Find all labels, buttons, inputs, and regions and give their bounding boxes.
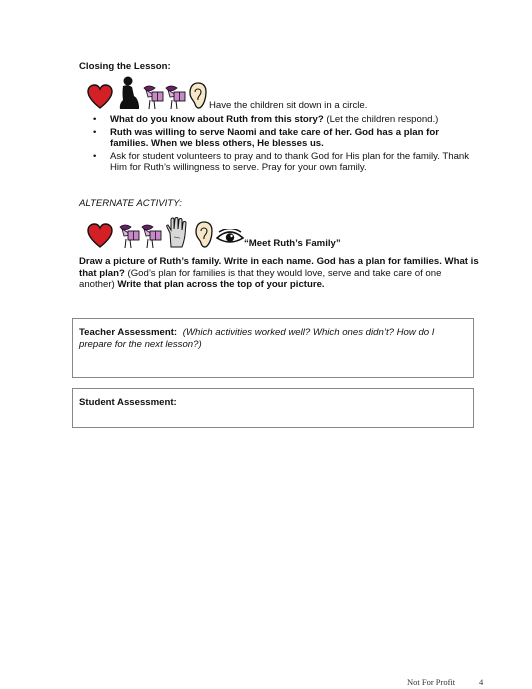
kneeling-person-icon [117,76,141,110]
closing-bullet-list [79,114,479,175]
student-assessment-box [72,388,474,428]
list-item: • Ruth was willing to serve Naomi and take care of her. God has a plan for families. When we bless others, He blesses us. [93,126,439,150]
bullet-icon: • [93,150,97,162]
ear-icon [195,221,213,249]
page-number: 4 [479,677,484,687]
activity-title: “Meet Ruth’s Family” [244,238,341,250]
bird-with-gift-icon [141,221,163,249]
bird-with-gift-icon [119,221,141,249]
heart-icon [87,223,113,249]
bullet-icon: • [93,126,97,138]
bullet-icon: • [93,114,97,125]
student-assessment-label: Student Assessment: [79,397,177,408]
teacher-assessment-label: Teacher Assessment: [79,327,178,338]
teacher-assessment-prompt: (Which activities worked well? Which ones didn’t? How do I prepare for the next lesson?) [79,327,435,350]
closing-intro: Have the children sit down in a circle. [209,100,368,112]
ear-icon [189,82,207,110]
list-item: • Ask for student volunteers to pray and to thank God for His plan for the family. Thank Him for Ruth’s willingness to serve. Pray for your own family. [93,150,470,174]
eye-icon [216,229,244,245]
alternate-activity-instructions: Draw a picture of Ruth’s family. Write in each name. God has a plan for families. What is that plan? (God’s plan for families is that they would love, serve and take care of one another) Write that plan across the top of your picture. [79,256,479,291]
bird-with-gift-icon [165,82,187,110]
closing-icon-row [87,76,367,110]
heart-icon [87,84,113,110]
list-item: • What do you know about Ruth from this story? (Let the children respond.) [93,114,439,125]
alternate-activity-heading: ALTERNATE ACTIVITY: [79,198,182,209]
hand-icon [165,217,187,249]
footer-note: Not For Profit [407,677,456,687]
closing-heading: Closing the Lesson: [79,61,171,72]
bird-with-gift-icon [143,82,165,110]
alternate-icon-row [87,217,341,249]
teacher-assessment-box [72,318,474,378]
